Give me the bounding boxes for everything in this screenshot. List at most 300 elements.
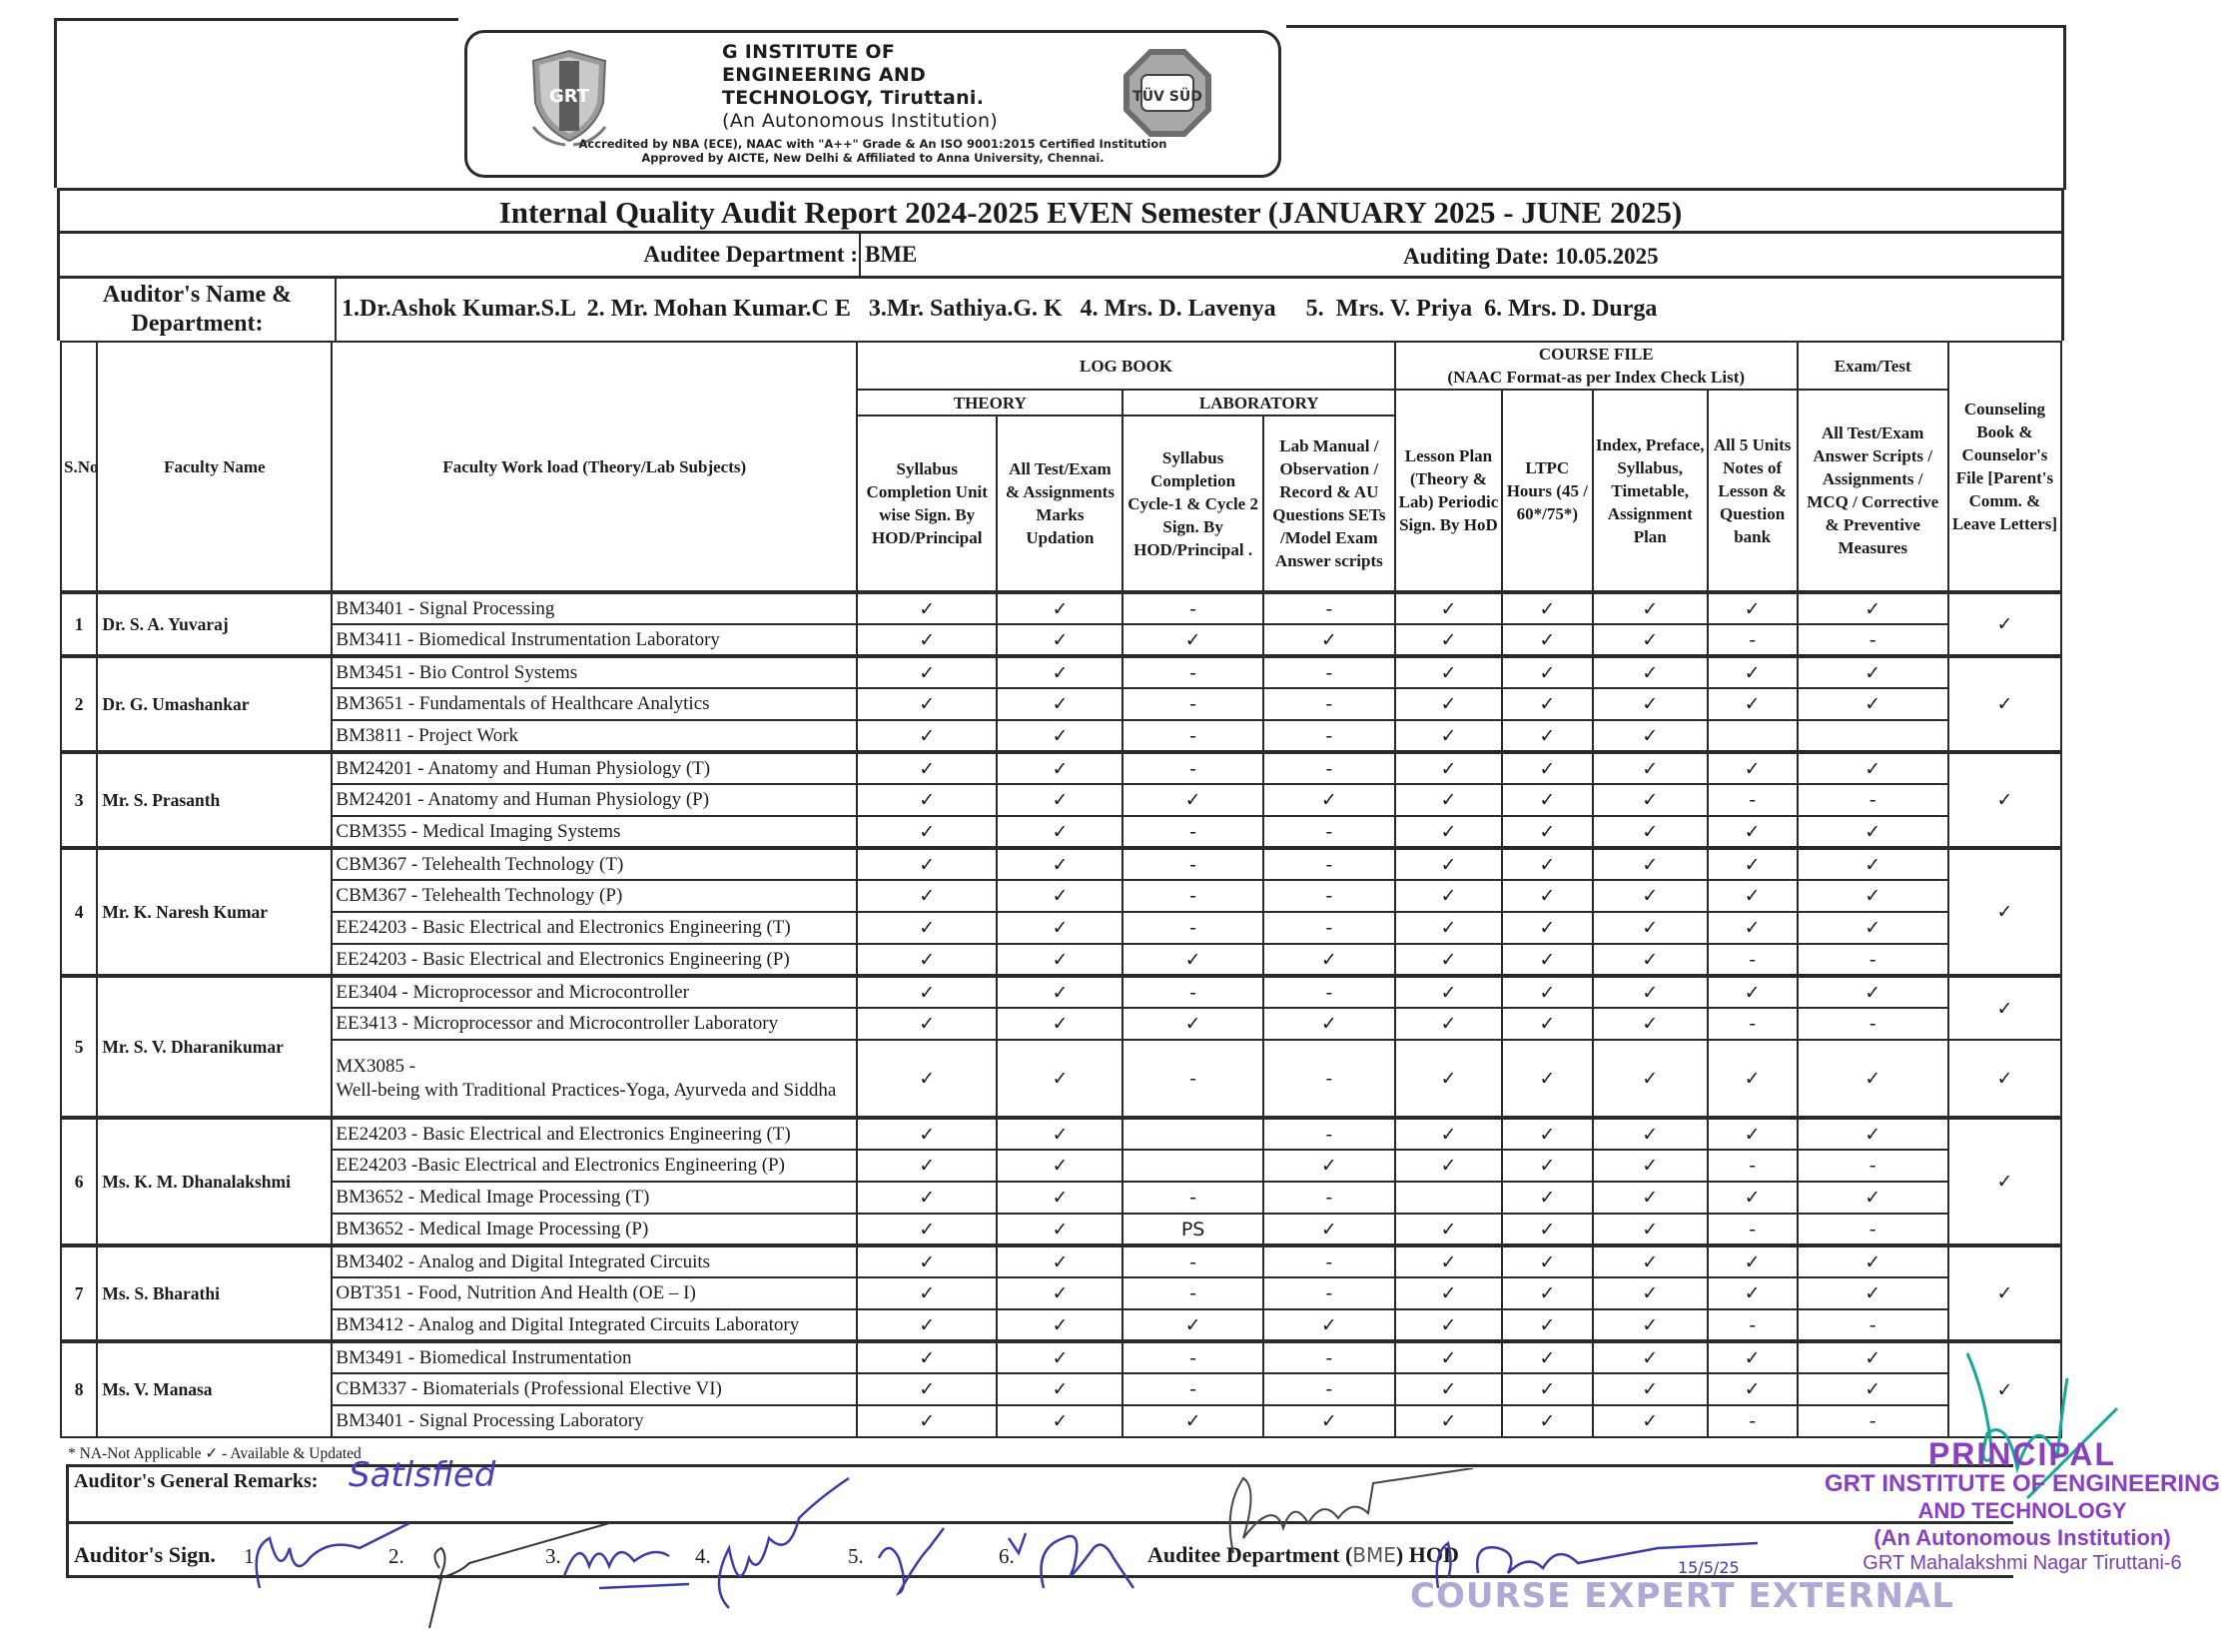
mark-ltpc-hours: ✓ [1502,752,1593,784]
mark-theory-syllabus: ✓ [857,1008,997,1040]
auditor-4-signature-icon [699,1468,859,1618]
mark-theory-syllabus: ✓ [857,816,997,848]
mark-lab-syllabus: - [1122,1373,1262,1405]
mark-answer-scripts: ✓ [1798,656,1948,688]
mark-lesson-plan: ✓ [1395,1373,1502,1405]
mark-theory-syllabus: ✓ [857,592,997,624]
mark-lesson-plan: ✓ [1395,944,1502,976]
header-lesson-plan: Lesson Plan (Theory & Lab) Periodic Sign. By HoD [1395,390,1502,592]
mark-lesson-plan: ✓ [1395,976,1502,1008]
hod-label-prefix: Auditee Department ( [1147,1542,1353,1567]
mark-lesson-plan: ✓ [1395,1150,1502,1182]
mark-ltpc-hours: ✓ [1502,1405,1593,1437]
mark-units-notes: ✓ [1708,912,1798,944]
institution-name [722,41,998,133]
mark-answer-scripts: ✓ [1798,1373,1948,1405]
mark-ltpc-hours: ✓ [1502,1150,1593,1182]
principal-stamp-line4: GRT Mahalakshmi Nagar Tiruttani-6 [1863,1552,2182,1574]
sign-number-6: 6. [999,1544,1015,1568]
mark-counseling: ✓ [1948,592,2061,656]
subject-name: BM3401 - Signal Processing [332,592,857,624]
mark-lesson-plan: ✓ [1395,1040,1502,1118]
mark-index-preface: ✓ [1593,784,1708,816]
faculty-name: Dr. G. Umashankar [97,656,332,752]
mark-index-preface: ✓ [1593,816,1708,848]
mark-lesson-plan: ✓ [1395,752,1502,784]
table-row [61,1405,2061,1437]
mark-lab-manual: ✓ [1263,1405,1395,1437]
subject-name: BM3401 - Signal Processing Laboratory [332,1405,857,1437]
mark-index-preface: ✓ [1593,1182,1708,1214]
mark-ltpc-hours: ✓ [1502,912,1593,944]
mark-theory-marks: ✓ [997,752,1122,784]
mark-theory-syllabus: ✓ [857,976,997,1008]
remarks-handwritten: Satisfied [349,1455,496,1495]
mark-lab-syllabus: ✓ [1122,1309,1262,1341]
cell-divider [335,279,337,341]
mark-index-preface: ✓ [1593,1341,1708,1373]
subject-name: EE24203 - Basic Electrical and Electronics Engineering (T) [332,912,857,944]
mark-lab-manual: - [1263,976,1395,1008]
mark-lesson-plan: ✓ [1395,1008,1502,1040]
table-row [61,592,2061,624]
mark-lab-syllabus: ✓ [1122,784,1262,816]
mark-theory-marks: ✓ [997,912,1122,944]
mark-lab-syllabus: - [1122,688,1262,720]
mark-units-notes: - [1708,1405,1798,1437]
hod-sign-date: 15/5/25 [1678,1558,1740,1577]
mark-index-preface: ✓ [1593,1277,1708,1309]
auditor-1-signature-icon [240,1518,429,1598]
mark-ltpc-hours: ✓ [1502,1182,1593,1214]
mark-lesson-plan: ✓ [1395,784,1502,816]
mark-index-preface: ✓ [1593,880,1708,912]
header-course-file [1395,342,1798,390]
mark-lab-manual: - [1263,912,1395,944]
mark-lab-syllabus [1122,1118,1262,1150]
header-theory: THEORY [857,390,1122,415]
mark-lesson-plan: ✓ [1395,816,1502,848]
mark-answer-scripts: ✓ [1798,1245,1948,1277]
mark-theory-marks: ✓ [997,1277,1122,1309]
mark-ltpc-hours: ✓ [1502,1277,1593,1309]
mark-counseling: ✓ [1948,1245,2061,1341]
mark-answer-scripts: ✓ [1798,976,1948,1008]
mark-lab-syllabus: - [1122,1277,1262,1309]
faculty-name: Ms. K. M. Dhanalakshmi [97,1118,332,1245]
mark-theory-marks: ✓ [997,1405,1122,1437]
header-answer-scripts: All Test/Exam Answer Scripts / Assignments / MCQ / Corrective & Preventive Measures [1798,390,1948,592]
table-row [61,848,2061,880]
mark-lab-syllabus: - [1122,912,1262,944]
faculty-name: Mr. S. Prasanth [97,752,332,848]
table-row [61,976,2061,1008]
subject-name: CBM355 - Medical Imaging Systems [332,816,857,848]
table-row [61,624,2061,656]
faculty-sno: 2 [61,656,97,752]
mark-units-notes: ✓ [1708,976,1798,1008]
mark-lesson-plan: ✓ [1395,656,1502,688]
faculty-name: Dr. S. A. Yuvaraj [97,592,332,656]
mark-units-notes: - [1708,1008,1798,1040]
auditor-6-signature-icon [1004,1508,1143,1598]
mark-lab-manual: - [1263,1341,1395,1373]
frame-border [1286,25,2065,28]
mark-lesson-plan: ✓ [1395,1118,1502,1150]
auditor-names: 1.Dr.Ashok Kumar.S.L 2. Mr. Mohan Kumar.C E 3.Mr. Sathiya.G. K 4. Mrs. D. Lavenya 5. Mrs. V. Priya 6. Mrs. D. Durga [342,296,1658,322]
auditing-date-value: 10.05.2025 [1555,244,1659,269]
mark-units-notes: - [1708,784,1798,816]
subject-name: BM3491 - Biomedical Instrumentation [332,1341,857,1373]
mark-lab-manual: - [1263,752,1395,784]
mark-counseling: ✓ [1948,1118,2061,1245]
mark-lab-syllabus: - [1122,656,1262,688]
faculty-sno: 7 [61,1245,97,1341]
mark-theory-marks: ✓ [997,1341,1122,1373]
mark-lab-manual: - [1263,1245,1395,1277]
header-course-file-subtitle: (NAAC Format-as per Index Check List) [1447,368,1746,387]
subject-name: MX3085 - Well-being with Traditional Practices-Yoga, Ayurveda and Siddha [332,1040,857,1118]
mark-lab-syllabus: - [1122,1341,1262,1373]
table-row [61,1309,2061,1341]
mark-ltpc-hours: ✓ [1502,880,1593,912]
auditing-date-label: Auditing Date: [1403,244,1550,269]
principal-stamp [1808,1438,2237,1576]
table-row [61,816,2061,848]
mark-units-notes: ✓ [1708,1277,1798,1309]
mark-theory-marks: ✓ [997,592,1122,624]
mark-answer-scripts [1798,720,1948,752]
mark-units-notes: ✓ [1708,1245,1798,1277]
institution-name-line1: G INSTITUTE OF [722,41,896,63]
mark-ltpc-hours: ✓ [1502,688,1593,720]
header-ltpc-hours: LTPC Hours (45 / 60*/75*) [1502,390,1593,592]
header-exam-test: Exam/Test [1798,342,1948,390]
mark-units-notes: ✓ [1708,752,1798,784]
header-workload: Faculty Work load (Theory/Lab Subjects) [332,342,857,592]
mark-lesson-plan: ✓ [1395,592,1502,624]
subject-name: BM3811 - Project Work [332,720,857,752]
mark-answer-scripts: - [1798,1214,1948,1245]
institution-name-line3: TECHNOLOGY, Tiruttani. [722,87,985,109]
mark-lab-syllabus [1122,1150,1262,1182]
faculty-name: Mr. S. V. Dharanikumar [97,976,332,1118]
mark-counseling: ✓ [1948,1341,2061,1437]
mark-ltpc-hours: ✓ [1502,1373,1593,1405]
table-row [61,784,2061,816]
mark-answer-scripts: ✓ [1798,1040,1948,1118]
mark-theory-syllabus: ✓ [857,1182,997,1214]
mark-theory-syllabus: ✓ [857,1309,997,1341]
mark-lesson-plan: ✓ [1395,1405,1502,1437]
principal-stamp-title: PRINCIPAL [1927,1436,2117,1472]
mark-units-notes: ✓ [1708,1118,1798,1150]
mark-units-notes: ✓ [1708,848,1798,880]
mark-answer-scripts: ✓ [1798,1182,1948,1214]
mark-theory-marks: ✓ [997,976,1122,1008]
mark-theory-syllabus: ✓ [857,848,997,880]
mark-answer-scripts: ✓ [1798,592,1948,624]
subject-name: OBT351 - Food, Nutrition And Health (OE – I) [332,1277,857,1309]
auditing-date [1403,244,1659,270]
mark-index-preface: ✓ [1593,1040,1708,1118]
mark-theory-marks: ✓ [997,1182,1122,1214]
faculty-sno: 8 [61,1341,97,1437]
sign-number-2: 2. [388,1544,404,1568]
subject-name: BM24201 - Anatomy and Human Physiology (P) [332,784,857,816]
mark-theory-syllabus: ✓ [857,1040,997,1118]
mark-answer-scripts: ✓ [1798,1341,1948,1373]
mark-lab-syllabus: - [1122,1040,1262,1118]
header-log-book: LOG BOOK [857,342,1395,390]
mark-ltpc-hours: ✓ [1502,656,1593,688]
report-title: Internal Quality Audit Report 2024-2025 EVEN Semester (JANUARY 2025 - JUNE 2025) [57,188,2064,234]
auditor-3-signature-icon [559,1526,699,1596]
mark-units-notes: - [1708,624,1798,656]
subject-name: BM3402 - Analog and Digital Integrated Circuits [332,1245,857,1277]
mark-theory-syllabus: ✓ [857,912,997,944]
subject-name: BM3652 - Medical Image Processing (T) [332,1182,857,1214]
sign-number-1: 1. [244,1544,260,1568]
faculty-name: Mr. K. Naresh Kumar [97,848,332,976]
subject-name: EE3413 - Microprocessor and Microcontroller Laboratory [332,1008,857,1040]
mark-ltpc-hours: ✓ [1502,848,1593,880]
mark-units-notes: ✓ [1708,1182,1798,1214]
mark-lab-syllabus: ✓ [1122,1008,1262,1040]
auditors-label-line2: Department: [131,311,264,337]
mark-units-notes: - [1708,1150,1798,1182]
subject-name: BM3411 - Biomedical Instrumentation Laboratory [332,624,857,656]
principal-stamp-line1: GRT INSTITUTE OF ENGINEERING [1824,1470,2220,1497]
mark-units-notes [1708,720,1798,752]
mark-theory-marks: ✓ [997,784,1122,816]
faculty-sno: 5 [61,976,97,1118]
auditors-label [60,281,335,339]
frame-border [2063,25,2066,190]
mark-index-preface: ✓ [1593,1309,1708,1341]
mark-lab-syllabus: - [1122,976,1262,1008]
sign-number-5: 5. [848,1544,864,1568]
institution-name-line2: ENGINEERING AND [722,64,927,86]
mark-lab-manual: - [1263,1373,1395,1405]
mark-lab-syllabus: - [1122,880,1262,912]
table-row [61,1182,2061,1214]
mark-lab-manual: - [1263,880,1395,912]
subject-name: EE24203 - Basic Electrical and Electronics Engineering (P) [332,944,857,976]
grt-logo-text: GRT [548,86,590,107]
mark-ltpc-hours: ✓ [1502,1118,1593,1150]
mark-theory-marks: ✓ [997,944,1122,976]
mark-lab-syllabus: - [1122,816,1262,848]
table-row [61,752,2061,784]
principal-stamp-line3: (An Autonomous Institution) [1873,1525,2171,1550]
faculty-sno: 1 [61,592,97,656]
mark-lesson-plan: ✓ [1395,1214,1502,1245]
mark-lesson-plan: ✓ [1395,1309,1502,1341]
accreditation-line2: Approved by AICTE, New Delhi & Affiliated to Anna University, Chennai. [641,151,1105,165]
mark-answer-scripts: ✓ [1798,1118,1948,1150]
mark-index-preface: ✓ [1593,1405,1708,1437]
audit-table-body [61,592,2061,1437]
sign-number-3: 3. [545,1544,561,1568]
mark-lab-manual: - [1263,1118,1395,1150]
mark-theory-marks: ✓ [997,1373,1122,1405]
mark-theory-marks: ✓ [997,1214,1122,1245]
mark-answer-scripts: - [1798,1150,1948,1182]
mark-answer-scripts: ✓ [1798,688,1948,720]
mark-lab-syllabus: PS [1122,1214,1262,1245]
principal-stamp-line2: AND TECHNOLOGY [1917,1498,2127,1523]
mark-ltpc-hours: ✓ [1502,1214,1593,1245]
mark-ltpc-hours: ✓ [1502,624,1593,656]
mark-lab-syllabus: ✓ [1122,624,1262,656]
auditor-5-signature-icon [869,1518,949,1598]
faculty-sno: 3 [61,752,97,848]
mark-theory-marks: ✓ [997,880,1122,912]
audit-table [60,341,2062,1438]
mark-index-preface: ✓ [1593,944,1708,976]
frame-border [54,18,57,188]
mark-counseling: ✓ [1948,656,2061,752]
mark-index-preface: ✓ [1593,1373,1708,1405]
header-lab-syllabus: Syllabus Completion Cycle-1 & Cycle 2 Sign. By HOD/Principal . [1122,415,1262,592]
institution-status: (An Autonomous Institution) [722,110,999,132]
mark-theory-marks: ✓ [997,1008,1122,1040]
mark-lab-manual: ✓ [1263,944,1395,976]
mark-theory-marks: ✓ [997,688,1122,720]
mark-index-preface: ✓ [1593,848,1708,880]
table-row [61,720,2061,752]
header-counseling: Counseling Book & Counselor's File [Parent's Comm. & Leave Letters] [1948,342,2061,592]
mark-theory-syllabus: ✓ [857,1245,997,1277]
table-row [61,944,2061,976]
subject-name: BM3652 - Medical Image Processing (P) [332,1214,857,1245]
mark-answer-scripts: - [1798,624,1948,656]
mark-units-notes: ✓ [1708,880,1798,912]
table-row [61,1150,2061,1182]
mark-lesson-plan: ✓ [1395,1341,1502,1373]
mark-lab-syllabus: - [1122,1182,1262,1214]
mark-theory-syllabus: ✓ [857,944,997,976]
mark-theory-syllabus: ✓ [857,1214,997,1245]
mark-lab-syllabus: - [1122,752,1262,784]
remarks-label: Auditor's General Remarks: [74,1470,319,1492]
mark-theory-marks: ✓ [997,848,1122,880]
header-theory-marks: All Test/Exam & Assignments Marks Updation [997,415,1122,592]
subject-name: BM24201 - Anatomy and Human Physiology (T) [332,752,857,784]
mark-theory-syllabus: ✓ [857,1277,997,1309]
table-row [61,1277,2061,1309]
frame-border [54,18,458,21]
mark-theory-syllabus: ✓ [857,1405,997,1437]
mark-lab-manual: ✓ [1263,1214,1395,1245]
header-sno: S.No [61,342,97,592]
header-theory-syllabus: Syllabus Completion Unit wise Sign. By HOD/Principal [857,415,997,592]
mark-index-preface: ✓ [1593,1118,1708,1150]
mark-lab-manual: - [1263,656,1395,688]
mark-lab-syllabus: - [1122,1245,1262,1277]
subject-name: BM3451 - Bio Control Systems [332,656,857,688]
mark-lab-syllabus: ✓ [1122,944,1262,976]
mark-lesson-plan: ✓ [1395,720,1502,752]
mark-index-preface: ✓ [1593,752,1708,784]
mark-ltpc-hours: ✓ [1502,1040,1593,1118]
mark-index-preface: ✓ [1593,1245,1708,1277]
mark-counseling: ✓ [1948,848,2061,976]
tuv-certification-logo-icon [1121,47,1213,139]
mark-units-notes: ✓ [1708,1341,1798,1373]
auditee-department-value: BME [865,242,918,267]
course-expert-stamp: COURSE EXPERT EXTERNAL [1410,1576,1954,1616]
mark-index-preface: ✓ [1593,688,1708,720]
mark-lab-manual: ✓ [1263,784,1395,816]
mark-lesson-plan: ✓ [1395,624,1502,656]
mark-theory-marks: ✓ [997,1245,1122,1277]
cell-divider [859,234,861,276]
header-lab-manual: Lab Manual / Observation / Record & AU Questions SETs /Model Exam Answer scripts [1263,415,1395,592]
mark-theory-marks: ✓ [997,1040,1122,1118]
table-row [61,880,2061,912]
mark-lesson-plan: ✓ [1395,880,1502,912]
table-row [61,688,2061,720]
mark-theory-marks: ✓ [997,1150,1122,1182]
subject-name: EE24203 - Basic Electrical and Electronics Engineering (T) [332,1118,857,1150]
mark-ltpc-hours: ✓ [1502,816,1593,848]
mark-lab-syllabus: - [1122,720,1262,752]
subject-name: EE3404 - Microprocessor and Microcontroller [332,976,857,1008]
mark-theory-marks: ✓ [997,1309,1122,1341]
mark-units-notes: ✓ [1708,1373,1798,1405]
mark-lesson-plan: ✓ [1395,912,1502,944]
mark-theory-marks: ✓ [997,720,1122,752]
header-index-preface: Index, Preface, Syllabus, Timetable, Assignment Plan [1593,390,1708,592]
mark-theory-syllabus: ✓ [857,624,997,656]
auditors-row [57,279,2064,341]
hod-label-suffix: ) HOD [1395,1542,1459,1567]
mark-ltpc-hours: ✓ [1502,944,1593,976]
institution-letterhead [464,30,1281,178]
mark-answer-scripts: ✓ [1798,848,1948,880]
auditee-row [57,234,2064,279]
mark-lab-manual: - [1263,688,1395,720]
mark-answer-scripts: - [1798,1309,1948,1341]
table-row [61,1214,2061,1245]
table-row [61,1341,2061,1373]
mark-answer-scripts: ✓ [1798,1277,1948,1309]
mark-theory-syllabus: ✓ [857,1118,997,1150]
mark-ltpc-hours: ✓ [1502,784,1593,816]
mark-answer-scripts: - [1798,944,1948,976]
mark-lab-manual: ✓ [1263,1309,1395,1341]
mark-counseling: ✓ [1948,752,2061,848]
legend-note: * NA-Not Applicable ✓ - Available & Updated [68,1445,362,1462]
mark-lab-manual: - [1263,592,1395,624]
mark-answer-scripts: ✓ [1798,880,1948,912]
mark-theory-syllabus: ✓ [857,752,997,784]
auditors-label-line1: Auditor's Name & [102,282,293,308]
mark-lab-syllabus: - [1122,592,1262,624]
mark-ltpc-hours: ✓ [1502,592,1593,624]
mark-ltpc-hours: ✓ [1502,1341,1593,1373]
mark-answer-scripts: ✓ [1798,752,1948,784]
accreditation-line1: Accredited by NBA (ECE), NAAC with "A++" Grade & An ISO 9001:2015 Certified Institution [578,137,1167,151]
faculty-name: Ms. V. Manasa [97,1341,332,1437]
accreditation-text [467,137,1278,165]
header-faculty-name: Faculty Name [97,342,332,592]
auditor-sign-label: Auditor's Sign. [74,1542,216,1567]
mark-counseling: ✓ [1948,976,2061,1040]
mark-theory-marks: ✓ [997,656,1122,688]
